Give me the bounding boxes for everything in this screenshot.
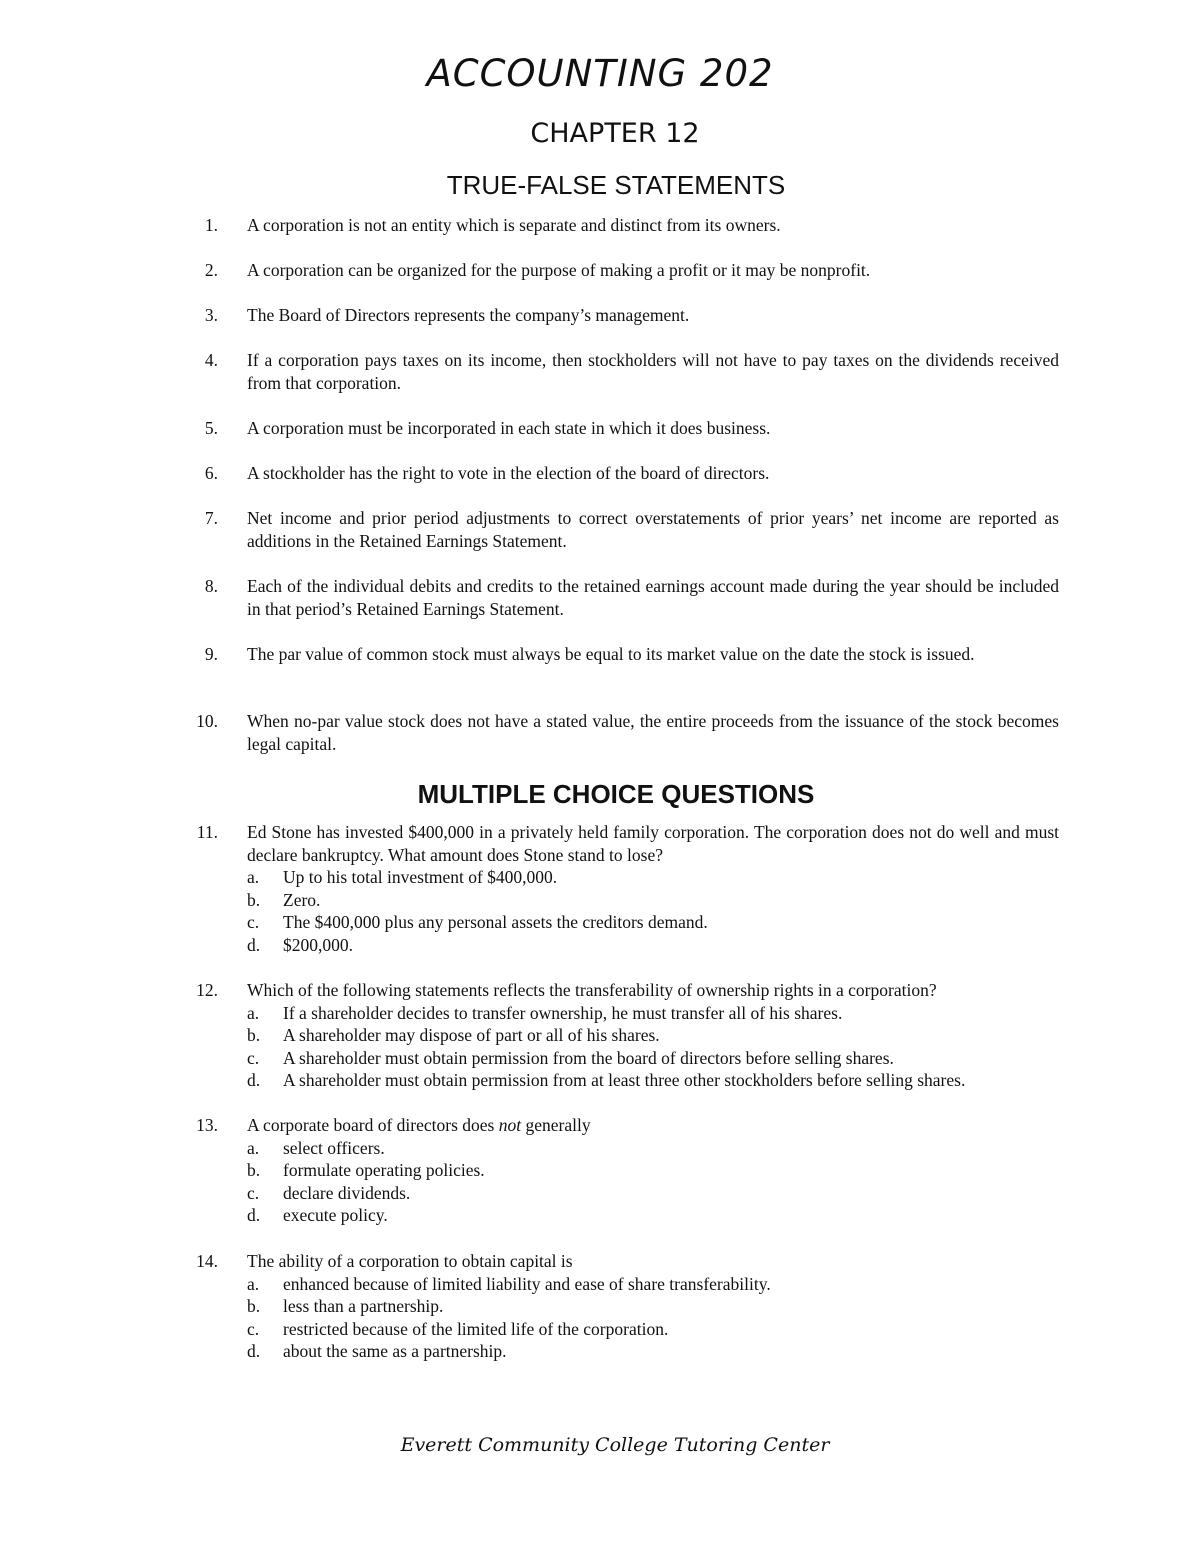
question-number: 2. <box>204 260 218 280</box>
option-letter: d. <box>247 1205 261 1225</box>
option-c <box>247 1318 1059 1341</box>
question-number: 14. <box>196 1251 218 1271</box>
option-letter: b. <box>247 1160 261 1180</box>
question-number: 11. <box>196 822 218 842</box>
option-c <box>247 1182 1059 1205</box>
option-letter: d. <box>247 934 261 955</box>
page-footer: Everett Community College Tutoring Center <box>400 1434 830 1456</box>
question-number: 6. <box>204 463 218 483</box>
option-b <box>247 1295 1059 1318</box>
option-letter: b. <box>247 1296 261 1316</box>
answer-options <box>247 1273 1059 1363</box>
option-text: less than a partnership. <box>283 1296 444 1316</box>
option-letter: a. <box>247 1273 260 1294</box>
question-text: The ability of a corporation to obtain capital is <box>247 1251 573 1271</box>
question-number: 3. <box>204 305 218 325</box>
option-a <box>247 1273 1059 1296</box>
question-text: Which of the following statements reflects the transferability of ownership rights in a corporation? <box>247 980 937 1000</box>
option-text: If a shareholder decides to transfer ownership, he must transfer all of his shares. <box>283 1002 843 1023</box>
question-text: When no-par value stock does not have a stated value, the entire proceeds from the issuance of the stock becomes legal capital. <box>247 711 1059 754</box>
question-text: A corporation must be incorporated in each state in which it does business. <box>247 418 771 438</box>
multiple-choice-heading: MULTIPLE CHOICE QUESTIONS <box>417 779 815 809</box>
option-letter: a. <box>247 1137 260 1158</box>
question-text: A corporate board of directors does not generally <box>247 1115 591 1135</box>
question-text: If a corporation pays taxes on its income, then stockholders will not have to pay taxes on the dividends received from that corporation. <box>247 350 1059 393</box>
question-number: 4. <box>204 350 218 370</box>
option-d <box>247 1069 1059 1092</box>
page-title: ACCOUNTING 202 <box>426 52 774 95</box>
answer-options <box>247 866 1059 956</box>
question-number: 12. <box>196 980 218 1000</box>
option-letter: b. <box>247 889 261 910</box>
option-b <box>247 1024 1059 1047</box>
answer-options <box>247 1137 1059 1227</box>
question-number: 13. <box>196 1115 218 1135</box>
question-text: A corporation is not an entity which is separate and distinct from its owners. <box>247 215 781 235</box>
option-text: select officers. <box>283 1137 385 1158</box>
option-letter: d. <box>247 1341 261 1361</box>
question-text: A stockholder has the right to vote in the election of the board of directors. <box>247 463 770 483</box>
option-text: about the same as a partnership. <box>283 1341 507 1361</box>
question-number: 9. <box>204 644 218 664</box>
option-b <box>247 889 1059 912</box>
option-text: declare dividends. <box>283 1182 411 1203</box>
option-text: A shareholder may dispose of part or all of his shares. <box>283 1025 660 1045</box>
question-text: Each of the individual debits and credits to the retained earnings account made during the year should be included in that period’s Retained Earnings Statement. <box>247 576 1059 619</box>
option-letter: c. <box>247 1047 260 1068</box>
question-number: 1. <box>204 215 218 235</box>
question-text: Ed Stone has invested $400,000 in a privately held family corporation. The corporation does not do well and must declare bankruptcy. What amount does Stone stand to lose? <box>247 822 1059 865</box>
question-number: 5. <box>204 418 218 438</box>
option-letter: d. <box>247 1070 261 1090</box>
option-text: The $400,000 plus any personal assets the creditors demand. <box>283 912 708 932</box>
option-text: A shareholder must obtain permission from the board of directors before selling shares. <box>283 1047 894 1068</box>
emphasis-not: not <box>498 1115 522 1135</box>
option-d <box>247 1340 1059 1363</box>
option-c <box>247 911 1059 934</box>
question-text: The par value of common stock must always be equal to its market value on the date the stock is issued. <box>247 644 975 664</box>
question-text: A corporation can be organized for the purpose of making a profit or it may be nonprofit. <box>247 260 871 280</box>
option-text: execute policy. <box>283 1205 388 1225</box>
option-text: Up to his total investment of $400,000. <box>283 867 558 887</box>
question-text: The Board of Directors represents the company’s management. <box>247 305 690 325</box>
option-text: enhanced because of limited liability and ease of share transferability. <box>283 1273 771 1294</box>
option-letter: b. <box>247 1025 261 1045</box>
option-d <box>247 934 1059 957</box>
option-text: formulate operating policies. <box>283 1160 485 1180</box>
option-text: restricted because of the limited life of the corporation. <box>283 1318 669 1339</box>
option-text: A shareholder must obtain permission from at least three other stockholders before selling shares. <box>283 1070 966 1090</box>
answer-options <box>247 1002 1059 1092</box>
question-number: 7. <box>204 508 218 528</box>
option-a <box>247 866 1059 889</box>
true-false-heading: TRUE-FALSE STATEMENTS <box>446 170 786 200</box>
question-number: 10. <box>196 711 218 731</box>
option-letter: c. <box>247 1182 260 1203</box>
option-a <box>247 1137 1059 1160</box>
option-c <box>247 1047 1059 1070</box>
option-letter: a. <box>247 867 260 887</box>
question-text: Net income and prior period adjustments to correct overstatements of prior years’ net income are reported as additions in the Retained Earnings Statement. <box>247 508 1059 551</box>
option-text: Zero. <box>283 889 321 910</box>
option-b <box>247 1159 1059 1182</box>
option-letter: c. <box>247 912 260 932</box>
chapter-title: CHAPTER 12 <box>530 118 700 149</box>
option-a <box>247 1002 1059 1025</box>
option-d <box>247 1204 1059 1227</box>
question-number: 8. <box>204 576 218 596</box>
option-letter: a. <box>247 1002 260 1023</box>
option-letter: c. <box>247 1318 260 1339</box>
option-text: $200,000. <box>283 934 353 955</box>
